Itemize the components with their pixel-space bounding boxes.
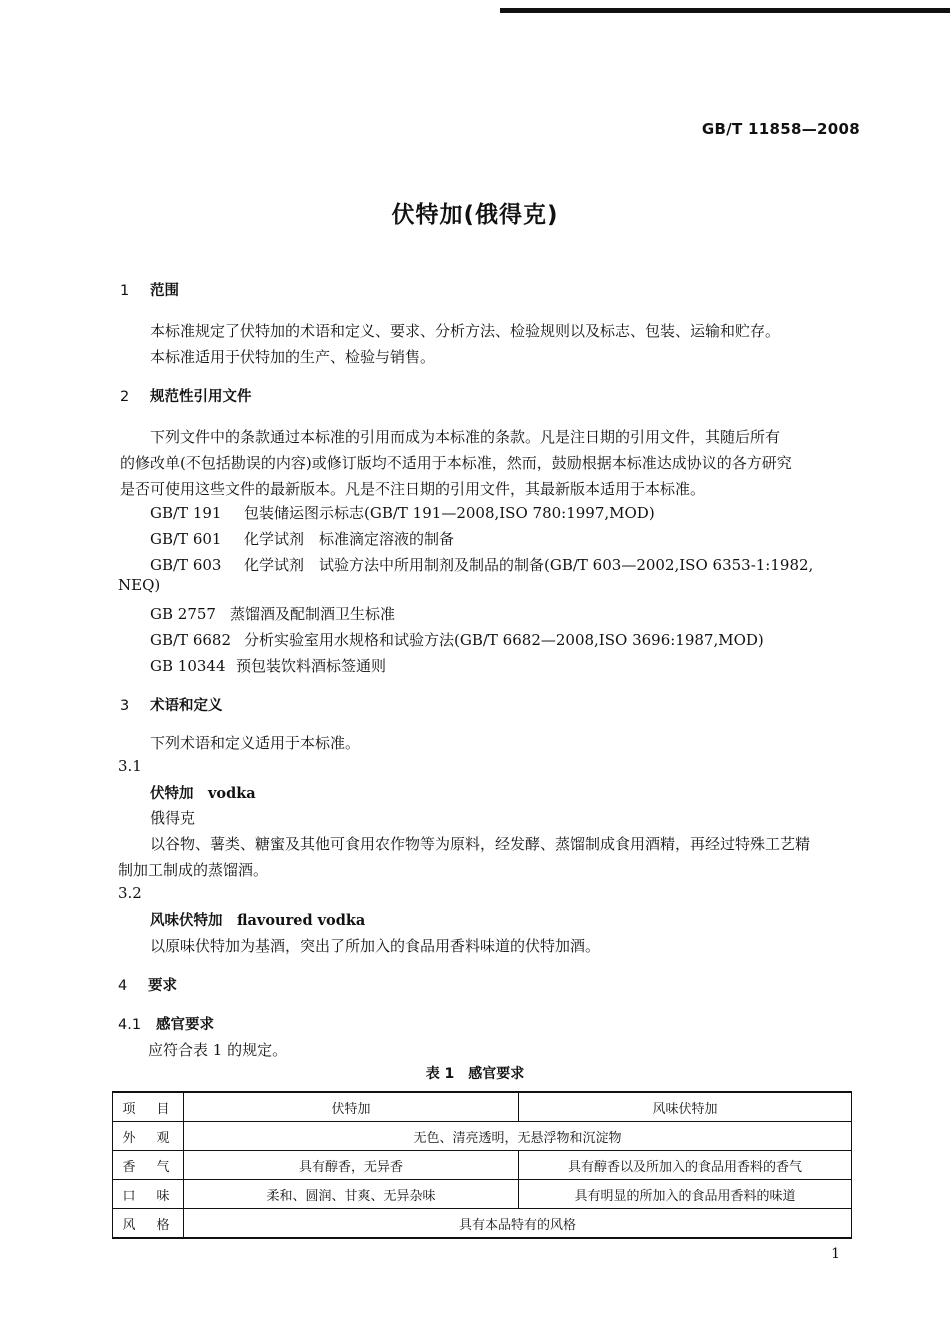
section-4-heading: [118, 974, 177, 995]
reference-item: [150, 554, 813, 575]
reference-title: 化学试剂 试验方法中所用制剂及制品的制备(GB/T 603—2002,ISO 6353-1:1982,: [244, 556, 814, 574]
term-number: 3.2: [118, 884, 142, 902]
term-heading: 伏特加 vodka: [150, 785, 256, 802]
section-2-heading: [120, 385, 252, 406]
paragraph: 本标准适用于伏特加的生产、检验与销售。: [150, 348, 436, 366]
section-number: 4: [118, 978, 128, 994]
subsection-title: 感官要求: [156, 1017, 214, 1033]
section-number: 1: [120, 283, 130, 299]
section-title: 术语和定义: [150, 698, 223, 714]
reference-code: GB/T 603: [150, 556, 222, 574]
reference-code: GB/T 6682: [150, 631, 232, 649]
table-row: [113, 1151, 852, 1180]
standard-code: GB/T 11858—2008: [701, 120, 860, 138]
text-line: 的修改单(不包括勘误的内容)或修订版均不适用于本标准，然而，鼓励根据本标准达成协议的各方研究: [120, 454, 792, 472]
section-3-heading: [120, 694, 223, 715]
value-cell: 具有醇香，无异香: [184, 1151, 519, 1180]
table-row: [113, 1180, 852, 1209]
term-heading: 风味伏特加 flavoured vodka: [150, 912, 366, 929]
table-row: [113, 1209, 852, 1239]
section-number: 2: [120, 389, 130, 405]
paragraph: 本标准规定了伏特加的术语和定义、要求、分析方法、检验规则以及标志、包装、运输和贮存。: [150, 322, 781, 340]
reference-code: GB/T 191: [150, 504, 222, 522]
header-cell: 风味伏特加: [519, 1092, 852, 1122]
subsection-number: 4.1: [118, 1017, 142, 1033]
text-line: 制加工制成的蒸馏酒。: [118, 861, 269, 879]
reference-item: [150, 528, 454, 549]
table-row: [113, 1122, 852, 1151]
reference-item: [150, 629, 764, 650]
text-line: 下列文件中的条款通过本标准的引用而成为本标准的条款。凡是注日期的引用文件，其随后所有: [150, 428, 781, 446]
reference-title: 分析实验室用水规格和试验方法(GB/T 6682—2008,ISO 3696:1987,MOD): [244, 631, 764, 649]
paragraph: 下列术语和定义适用于本标准。: [150, 734, 361, 752]
section-title: 规范性引用文件: [150, 389, 252, 405]
reference-title: 包装储运图示标志(GB/T 191—2008,ISO 780:1997,MOD): [244, 504, 655, 522]
item-cell: 香 气: [113, 1151, 184, 1180]
table-caption: 表 1 感官要求: [425, 1066, 525, 1082]
table-header-row: [113, 1092, 852, 1122]
paragraph: 应符合表 1 的规定。: [148, 1041, 288, 1059]
top-rule: [500, 8, 950, 13]
item-cell: 口 味: [113, 1180, 184, 1209]
section-title: 范围: [150, 283, 179, 299]
document-title: 伏特加(俄得克): [391, 202, 559, 228]
reference-item: [150, 603, 395, 624]
reference-title: 预包装饮料酒标签通则: [236, 657, 387, 675]
reference-title: 化学试剂 标准滴定溶液的制备: [244, 530, 455, 548]
section-2-intro: [120, 424, 860, 502]
reference-code: GB/T 601: [150, 530, 222, 548]
section-1-heading: [120, 279, 179, 300]
section-title: 要求: [148, 978, 177, 994]
value-cell: 具有本品特有的风格: [184, 1209, 852, 1239]
reference-item: [150, 502, 655, 523]
term-definition: 以原味伏特加为基酒，突出了所加入的食品用香料味道的伏特加酒。: [150, 937, 601, 955]
page-number: 1: [831, 1246, 840, 1262]
subsection-4-1-heading: [118, 1013, 214, 1034]
term-alt-name: 俄得克: [150, 809, 196, 827]
header-cell: 伏特加: [184, 1092, 519, 1122]
item-cell: 外 观: [113, 1122, 184, 1151]
value-cell: 柔和、圆润、甘爽、无异杂味: [184, 1180, 519, 1209]
term-number: 3.1: [118, 757, 142, 775]
text-line: 以谷物、薯类、糖蜜及其他可食用农作物等为原料，经发酵、蒸馏制成食用酒精，再经过特殊工艺精: [150, 835, 811, 853]
value-cell: 具有明显的所加入的食品用香料的味道: [519, 1180, 852, 1209]
value-cell: 无色、清亮透明，无悬浮物和沉淀物: [184, 1122, 852, 1151]
item-cell: 风 格: [113, 1209, 184, 1239]
reference-item: [150, 655, 386, 676]
text-line: 是否可使用这些文件的最新版本。凡是不注日期的引用文件，其最新版本适用于本标准。: [120, 480, 706, 498]
reference-code: GB 2757: [150, 605, 216, 623]
reference-continuation: NEQ): [118, 576, 161, 594]
section-number: 3: [120, 698, 130, 714]
sensory-requirements-table: [112, 1091, 852, 1239]
reference-code: GB 10344: [150, 657, 226, 675]
reference-title: 蒸馏酒及配制酒卫生标准: [230, 605, 396, 623]
term-definition: [118, 831, 858, 883]
header-cell: 项 目: [113, 1092, 184, 1122]
value-cell: 具有醇香以及所加入的食品用香料的香气: [519, 1151, 852, 1180]
